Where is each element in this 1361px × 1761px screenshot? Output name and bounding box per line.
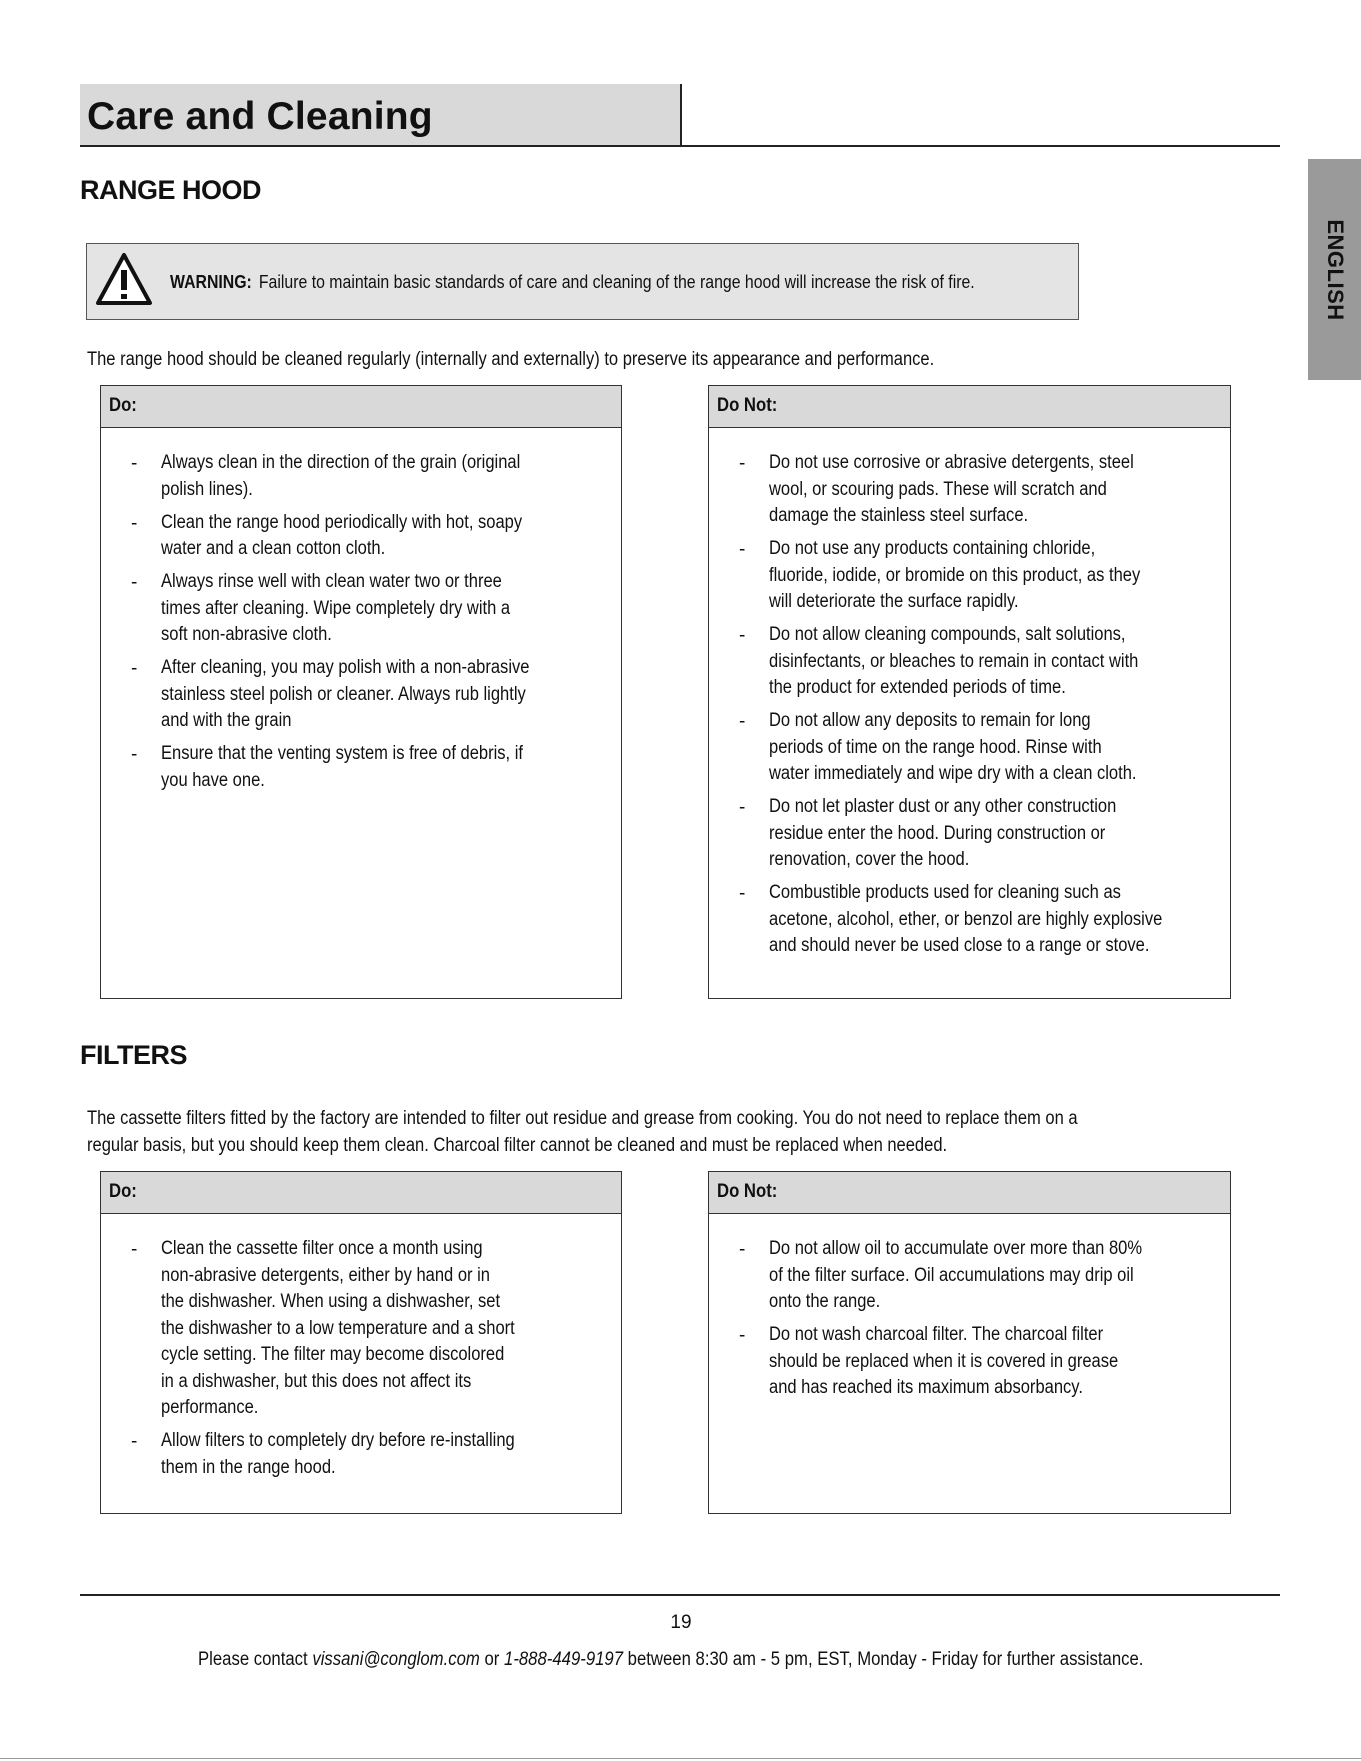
list-item-line: Do not allow cleaning compounds, salt solutions, (769, 624, 1126, 645)
filters-intro-line: regular basis, but you should keep them clean. Charcoal filter cannot be cleaned and must be replaced when needed. (87, 1135, 948, 1156)
list-item-line: soft non-abrasive cloth. (161, 624, 332, 645)
bullet-dash: - (739, 1325, 746, 1346)
list-item-line: Do not use corrosive or abrasive detergents, steel (769, 452, 1134, 473)
warning-label: WARNING: (170, 272, 252, 292)
list-item-line: Do not use any products containing chloride, (769, 538, 1096, 559)
panel-header (709, 386, 1230, 428)
list-item-line: times after cleaning. Wipe completely dry with a (161, 597, 511, 619)
bullet-dash: - (739, 711, 746, 732)
list-item-line: stainless steel polish or cleaner. Always rub lightly (161, 683, 526, 705)
panel-heading: Do Not: (717, 395, 778, 416)
contact-suffix: between 8:30 am - 5 pm, EST, Monday - Friday for further assistance. (627, 1649, 1144, 1670)
page-bottom-edge (0, 1758, 1361, 1759)
list-item (101, 450, 621, 503)
do-list (101, 1236, 621, 1488)
bullet-dash: - (739, 539, 746, 560)
list-item-line: renovation, cover the hood. (769, 849, 970, 870)
section-title-range-hood: RANGE HOOD (80, 175, 262, 205)
list-item-line: Combustible products used for cleaning such as (769, 882, 1121, 903)
contact-or: or (484, 1649, 500, 1670)
do-list (101, 450, 621, 801)
list-item-line: Allow filters to completely dry before re-installing (161, 1430, 515, 1451)
bullet-dash: - (131, 744, 138, 765)
panel-header (101, 386, 621, 428)
list-item-text (769, 536, 1196, 616)
list-item-line: water and a clean cotton cloth. (161, 538, 386, 559)
filters-do-not-panel (708, 1171, 1231, 1514)
list-item-text (161, 741, 577, 794)
filters-do-panel (100, 1171, 622, 1514)
panel-header (101, 1172, 621, 1214)
list-item-line: the product for extended periods of time. (769, 677, 1066, 698)
list-item-line: After cleaning, you may polish with a non-abrasive (161, 657, 530, 678)
filters-intro (87, 1105, 1226, 1159)
list-item (709, 794, 1230, 874)
list-item-line: Do not allow oil to accumulate over more than 80% (769, 1238, 1143, 1259)
filters-intro-line: The cassette filters fitted by the factory are intended to filter out residue and grease from cooking. You do not need to replace them on a (87, 1108, 1078, 1129)
panel-heading: Do Not: (717, 1181, 778, 1202)
contact-email[interactable]: vissani@conglom.com (312, 1649, 480, 1670)
warning-text: Failure to maintain basic standards of care and cleaning of the range hood will increase the risk of fire. (258, 272, 975, 292)
bullet-dash: - (131, 1239, 138, 1260)
list-item (709, 622, 1230, 702)
list-item-line: in a dishwasher, but this does not affect its (161, 1370, 472, 1392)
bullet-dash: - (739, 625, 746, 646)
bullet-dash: - (131, 453, 138, 474)
list-item-text (769, 880, 1221, 960)
bullet-dash: - (739, 883, 746, 904)
list-item-line: acetone, alcohol, ether, or benzol are highly explosive (769, 908, 1163, 930)
list-item (101, 510, 621, 563)
list-item-line: water immediately and wipe dry with a clean cloth. (769, 763, 1137, 784)
list-item-text (161, 1236, 568, 1422)
list-item-text (161, 450, 574, 503)
list-item-line: will deteriorate the surface rapidly. (769, 591, 1019, 612)
list-item-line: you have one. (161, 769, 265, 791)
list-item (709, 880, 1230, 960)
bullet-dash: - (131, 658, 138, 679)
list-item-text (769, 794, 1168, 874)
list-item-line: wool, or scouring pads. These will scratch and (769, 478, 1107, 500)
list-item (101, 655, 621, 735)
list-item-line: and has reached its maximum absorbancy. (769, 1377, 1083, 1398)
contact-phone[interactable]: 1-888-449-9197 (504, 1649, 624, 1670)
list-item (709, 1236, 1230, 1316)
bullet-dash: - (131, 572, 138, 593)
list-item-line: periods of time on the range hood. Rinse with (769, 736, 1102, 758)
list-item-line: the dishwasher. When using a dishwasher, set (161, 1291, 501, 1312)
bullet-dash: - (739, 1239, 746, 1260)
list-item-text (769, 1236, 1198, 1316)
list-item (709, 708, 1230, 788)
panel-heading: Do: (109, 1181, 137, 1202)
list-item-text (769, 708, 1191, 788)
list-item-line: Ensure that the venting system is free of debris, if (161, 743, 524, 764)
panel-header (709, 1172, 1230, 1214)
list-item-line: the dishwasher to a low temperature and a short (161, 1317, 515, 1339)
bullet-dash: - (739, 797, 746, 818)
bullet-dash: - (131, 512, 138, 534)
warning-message (170, 272, 1084, 293)
bullet-dash: - (131, 1431, 138, 1452)
list-item-line: Do not let plaster dust or any other construction (769, 796, 1117, 817)
contact-line (198, 1649, 1272, 1671)
section-title-filters: FILTERS (80, 1040, 187, 1070)
list-item-line: them in the range hood. (161, 1456, 336, 1478)
title-divider (80, 145, 1280, 147)
bullet-dash: - (739, 453, 746, 474)
contact-prefix: Please contact (198, 1649, 308, 1670)
list-item-text (161, 655, 585, 735)
page-title: Care and Cleaning (87, 95, 433, 138)
do-not-list (709, 450, 1230, 966)
list-item-line: Do not wash charcoal filter. The charcoal filter (769, 1324, 1104, 1345)
range-hood-intro (87, 346, 1061, 373)
range-hood-do-panel (100, 385, 622, 999)
list-item-line: disinfectants, or bleaches to remain in contact with (769, 650, 1139, 672)
range-hood-do-not-panel (708, 385, 1231, 999)
language-tab-label: ENGLISH (1323, 219, 1348, 321)
list-item-line: fluoride, iodide, or bromide on this product, as they (769, 564, 1141, 586)
list-item-line: and with the grain (161, 710, 292, 731)
list-item-line: damage the stainless steel surface. (769, 505, 1029, 526)
range-hood-intro-text: The range hood should be cleaned regularly (internally and externally) to preserve its appearance and performance. (87, 349, 935, 370)
list-item-text (769, 450, 1188, 530)
list-item-text (161, 569, 562, 649)
list-item-line: Clean the range hood periodically with hot, soapy (161, 511, 523, 533)
list-item-line: onto the range. (769, 1291, 881, 1312)
do-not-list (709, 1236, 1230, 1408)
list-item-line: residue enter the hood. During construction or (769, 822, 1106, 844)
list-item-line: Clean the cassette filter once a month using (161, 1238, 483, 1259)
list-item-line: non-abrasive detergents, either by hand or in (161, 1264, 490, 1286)
list-item (101, 1428, 621, 1481)
list-item-line: Always rinse well with clean water two or three (161, 571, 502, 592)
panel-heading: Do: (109, 395, 137, 416)
list-item (709, 450, 1230, 530)
list-item (709, 536, 1230, 616)
list-item-line: Do not allow any deposits to remain for long (769, 710, 1091, 731)
list-item-line: and should never be used close to a range or stove. (769, 935, 1150, 956)
list-item-line: cycle setting. The filter may become discolored (161, 1344, 505, 1365)
footer-divider (80, 1594, 1280, 1596)
list-item-text (769, 1322, 1170, 1402)
list-item-line: polish lines). (161, 478, 253, 500)
list-item-text (769, 622, 1194, 702)
list-item-line: of the filter surface. Oil accumulations may drip oil (769, 1264, 1134, 1286)
list-item (101, 741, 621, 794)
list-item-line: performance. (161, 1397, 259, 1418)
list-item-line: should be replaced when it is covered in grease (769, 1350, 1119, 1372)
list-item-line: Always clean in the direction of the grain (original (161, 452, 521, 473)
list-item-text (161, 510, 576, 563)
list-item (709, 1322, 1230, 1402)
list-item (101, 1236, 621, 1422)
page-number: 19 (670, 1612, 692, 1633)
list-item (101, 569, 621, 649)
list-item-text (161, 1428, 568, 1481)
warning-triangle-icon (95, 252, 153, 306)
